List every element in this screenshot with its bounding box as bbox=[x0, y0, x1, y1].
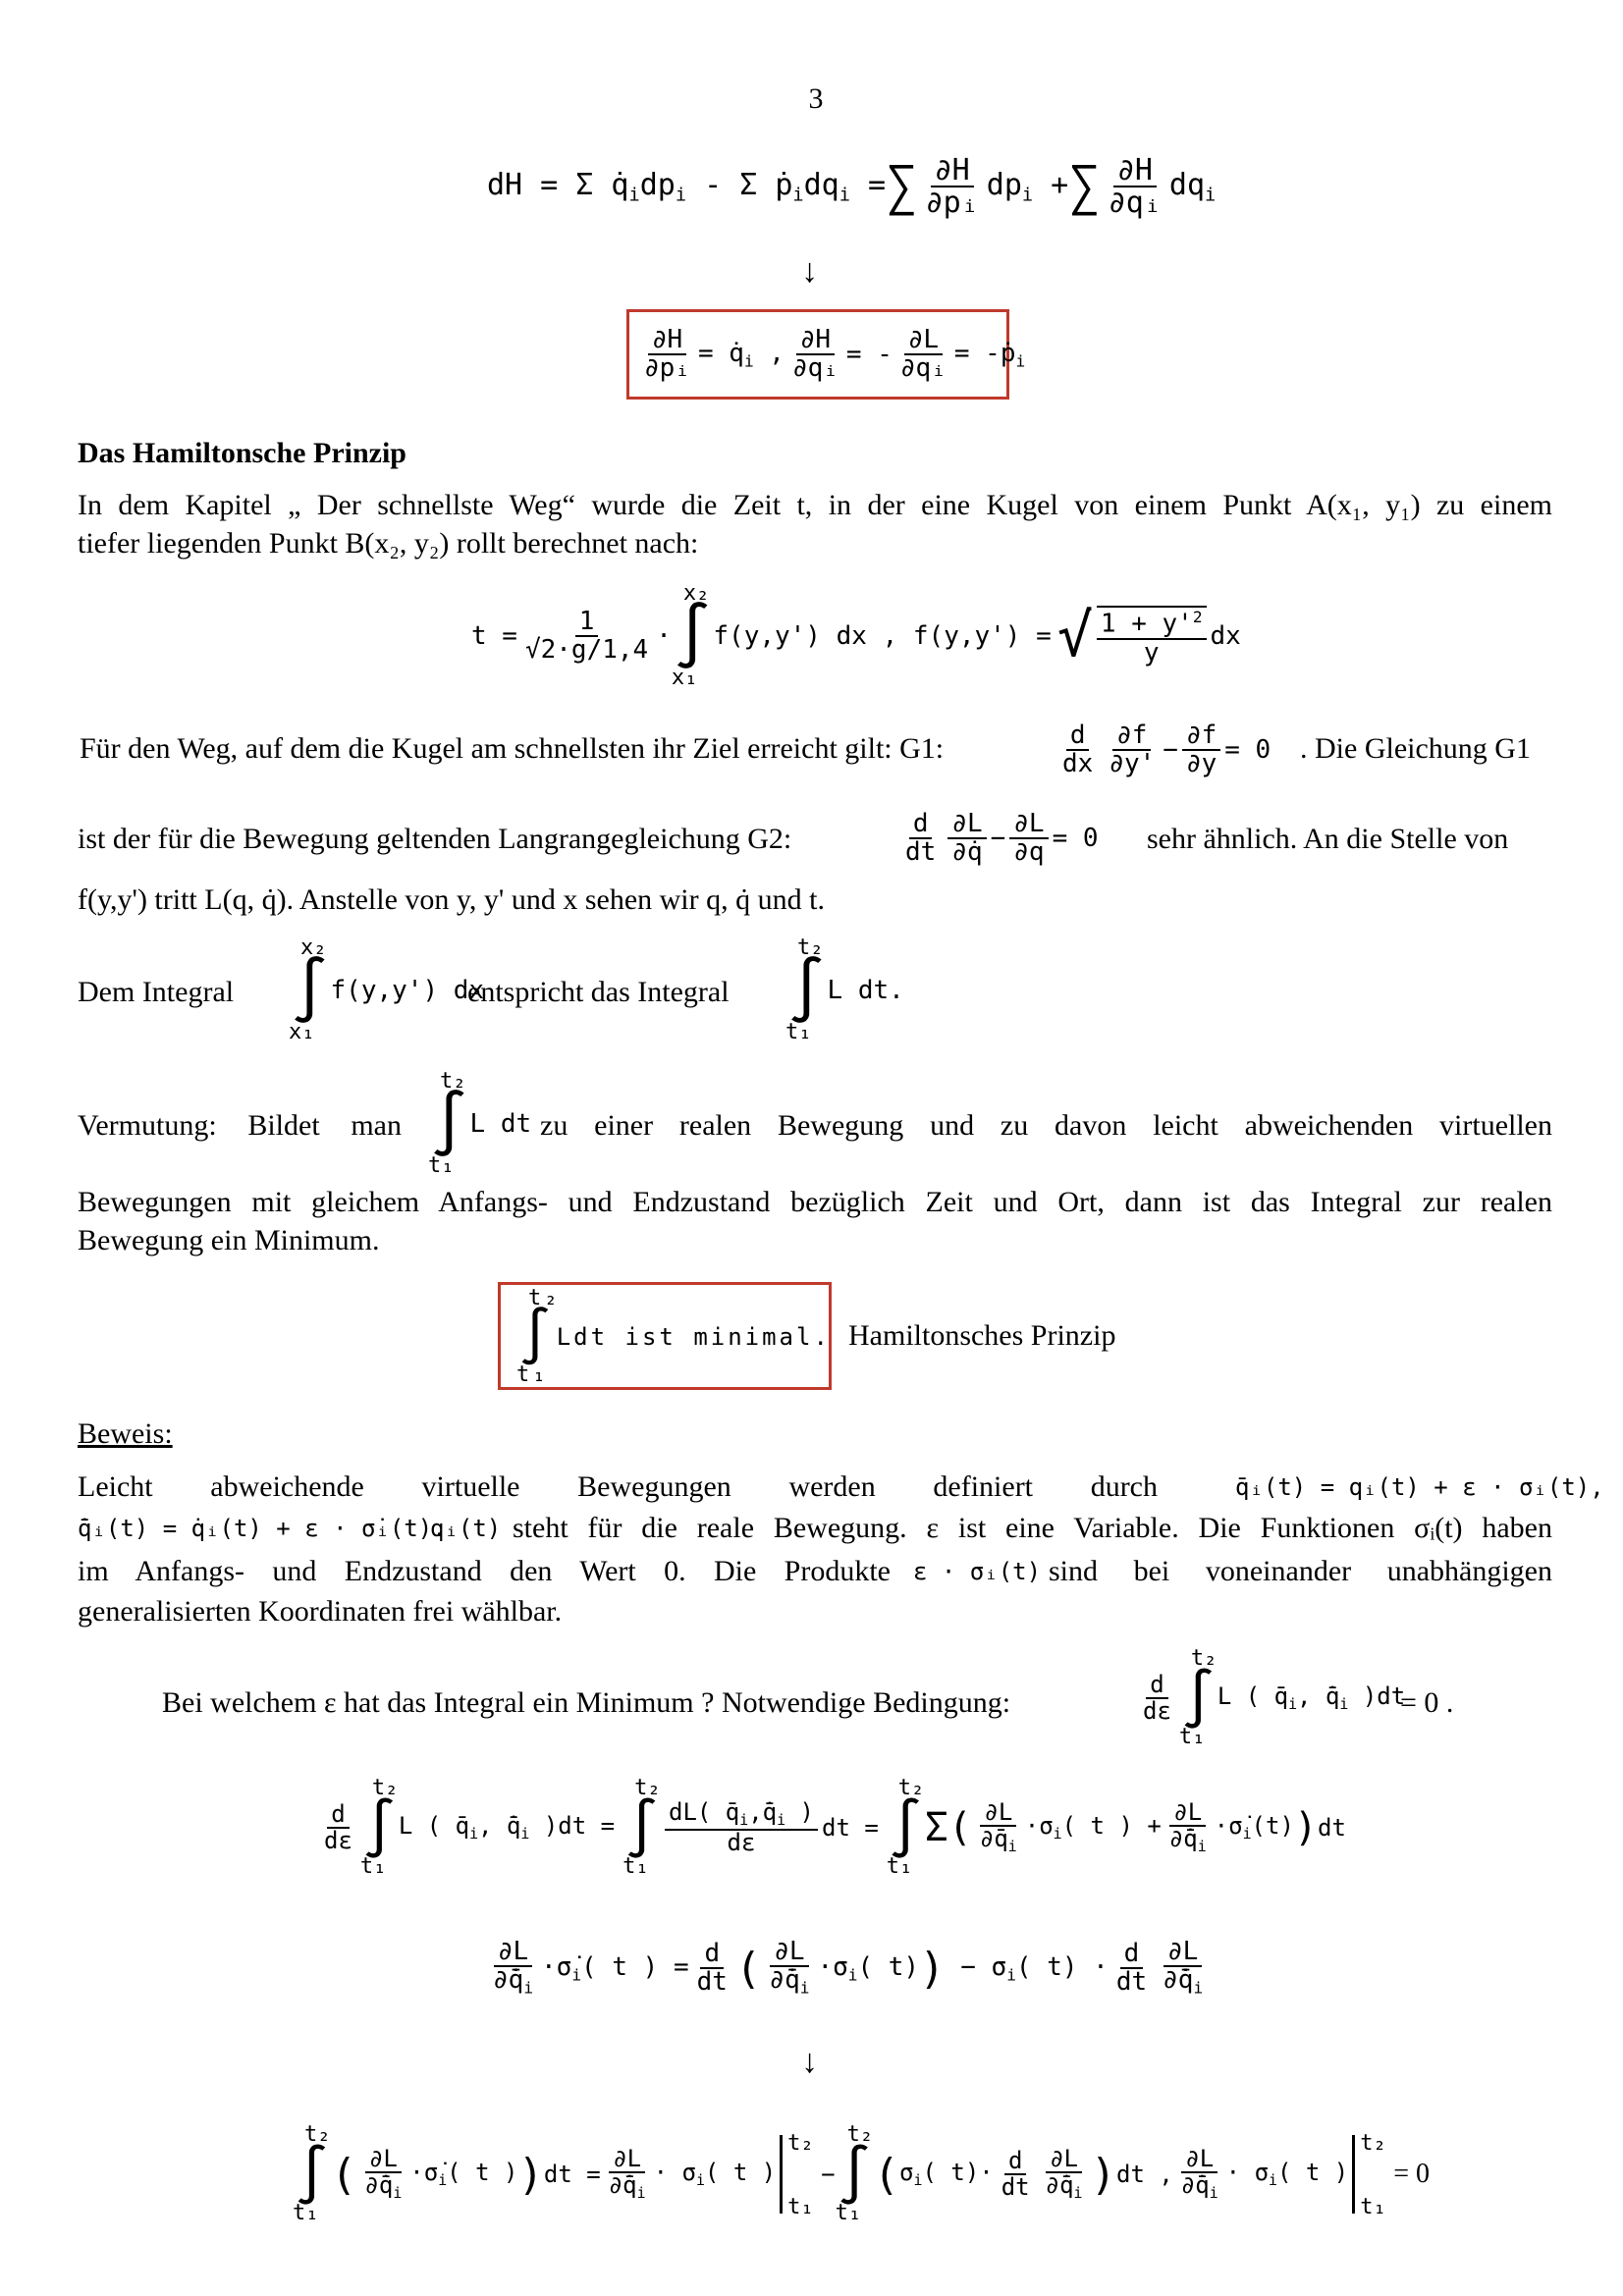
integral-L-dt-vermutung: ∫ t₂ t₁ L dt bbox=[428, 1069, 532, 1178]
equation-g2: $\frac{d}{dt}$ $\frac{\partial L}{\partial q̇}$ − $\frac{\partial L}{\partial q}$ = 0 bbox=[905, 808, 1099, 867]
paragraph-5-line-3a: im Anfangs- und Endzustand den Wert 0. Die Produkte bbox=[78, 1555, 891, 1587]
paragraph-5-virtual-eq: q̄ᵢ(t) = qᵢ(t) + ε · σᵢ(t), bbox=[1235, 1473, 1604, 1501]
equation-derivative-chain: $\frac{d}{d\varepsilon}$ ∫ t₂ t₁ L ( $q̄_i$, $q̄̇_i$ )dt = ∫ t₂ t₁ $\frac{dL( q̄_i,q̄̇_i )}{d\varepsilon}$ dt = ∫ t₂ t₁ Σ( $\frac{\partial L}{\partial q̄_i}$ $\cdot\sigma_i$( t ) + $\frac{\partial L}{\partial q̄̇_i}$ $\cdot\sigmȧ_i(t)$ ) dt bbox=[324, 1776, 1346, 1879]
equation-product-rule: $\frac{\partial L}{\partial q̄̇_i}$ $\cdot\sigmȧ_i$( t ) = $\frac{d}{dt}$ ( $\frac{\partial L}{\partial q̄̇_i}$ $\cdot\sigma_i$( t) ) − $\sigma_i$( t) · $\frac{d}{dt}$ $\frac{\partial L}{\partial q̄̇_i}$ bbox=[493, 1937, 1204, 1998]
equation-time-integral: t = $\frac{1}{√2\cdot g/1,4}$ · ∫ x₂ x₁ f(y,y') dx , f(y,y') = √ $\frac{1 + y'^2}{y}$ dx bbox=[471, 581, 1241, 690]
paragraph-1-line-2: tiefer liegenden Punkt B(x₂, y₂) rollt berechnet nach: bbox=[78, 527, 699, 560]
equation-hamilton: $\frac{\partial H}{\text{∂pᵢ}}$ = $q̇_i$ , $\frac{\partial H}{\text{∂qᵢ}}$ = - $\frac{\partial L}{\text{∂qᵢ}}$ = -ṗ$_i$ bbox=[644, 324, 1026, 383]
integral-L-dt: ∫ t₂ t₁ L dt . bbox=[785, 935, 904, 1044]
paragraph-2-g2-after: sehr ähnlich. An die Stelle von bbox=[1147, 823, 1509, 855]
paragraph-2-g1-text: Für den Weg, auf dem die Kugel am schnellsten ihr Ziel erreicht gilt: G1: bbox=[80, 732, 945, 765]
equation-partial-integration: ∫ t₂ t₁ ( $\frac{\partial L}{\partial q̄̇_i}$ $\cdot\sigmȧ_i$( t ) ) dt = $\frac{\partial L}{\partial q̄̇_i}$ · $\sigma_i$( t ) t₂ t₁ − ∫ t₂ t₁ ( $\sigma_i$( t)· $\frac{d}{dt}$ $\frac{\partial L}{\partial q̄̇_i}$ ) dt , $\frac{\partial L}{\partial q̄̇_i}$ · $\sigma_i$( t ) t₂ t₁ = 0 bbox=[293, 2122, 1431, 2225]
paragraph-4-line-2: Bewegungen mit gleichem Anfangs- und Endzustand bezüglich Zeit und Ort, dann ist das Integral zur realen bbox=[78, 1186, 1552, 1218]
section-heading: Das Hamiltonsche Prinzip bbox=[78, 437, 406, 469]
page-number: 3 bbox=[808, 82, 824, 115]
arrow-down-1: ↓ bbox=[801, 253, 818, 290]
paragraph-5-line-1: Leicht abweichende virtuelle Bewegungen werden definiert durch bbox=[78, 1470, 1158, 1503]
principle-name: Hamiltonsches Prinzip bbox=[848, 1319, 1116, 1352]
integral-f-dx: ∫ x₂ x₁ f(y,y') dx bbox=[289, 935, 485, 1044]
paragraph-5-line-2: steht für die reale Bewegung. ε ist eine Variable. Die Funktionen σᵢ(t) haben bbox=[513, 1512, 1552, 1544]
paragraph-4-rest: zu einer realen Bewegung und zu davon leicht abweichenden virtuellen bbox=[540, 1109, 1552, 1142]
equation-dH: dH = Σ $q̇_idp_i$ - Σ $ṗ_idq_i$ = ∑ $\frac{\partial H}{\text{∂pᵢ}}$ $dp_i$ + ∑ $\frac{\partial H}{\text{∂qᵢ}}$ $dq_i$ bbox=[487, 152, 1217, 220]
paragraph-4-start: Vermutung: Bildet man bbox=[78, 1109, 402, 1142]
paragraph-2-g1-after: . Die Gleichung G1 bbox=[1300, 732, 1531, 765]
paragraph-5-virtual-deriv-eq: q̄̇ᵢ(t) = q̇ᵢ(t) + ε · σ̇ᵢ(t). bbox=[78, 1515, 447, 1542]
paragraph-6-end: = 0 . bbox=[1400, 1686, 1454, 1719]
paragraph-5-product: ε · σᵢ(t) bbox=[913, 1558, 1042, 1585]
equation-g1: $\frac{d}{dx}$ $\frac{\partial f}{\partial y'}$ − $\frac{\partial f}{\partial y}$ = 0 bbox=[1062, 720, 1271, 778]
paragraph-5-real-motion: qᵢ(t) bbox=[430, 1515, 502, 1542]
paragraph-4-line-3: Bewegung ein Minimum. bbox=[78, 1224, 380, 1256]
paragraph-5-line-4: generalisierten Koordinaten frei wählbar. bbox=[78, 1595, 563, 1628]
paragraph-1-line-1: In dem Kapitel „ Der schnellste Weg“ wurde die Zeit t, in der eine Kugel von einem Punkt A(x₁, y₁) zu einem bbox=[78, 489, 1552, 521]
paragraph-2-g2-text: ist der für die Bewegung geltenden Langrangegleichung G2: bbox=[78, 823, 792, 855]
proof-label: Beweis: bbox=[78, 1417, 173, 1450]
paragraph-3-label: Dem Integral bbox=[78, 976, 235, 1008]
paragraph-3-middle: entspricht das Integral bbox=[467, 976, 730, 1008]
equation-minimal: ∫ t₂ t₁ Ldt ist minimal. bbox=[516, 1286, 831, 1387]
paragraph-5-line-3b: sind bei voneinander unabhängigen bbox=[1049, 1555, 1552, 1587]
arrow-down-2: ↓ bbox=[801, 2044, 818, 2080]
paragraph-2-line-3: f(y,y') tritt L(q, q̇). Anstelle von y, y' und x sehen wir q, q̇ und t. bbox=[78, 883, 825, 916]
paragraph-6-text: Bei welchem ε hat das Integral ein Minimum ? Notwendige Bedingung: bbox=[162, 1686, 1011, 1719]
equation-necessary-condition: $\frac{d}{d\varepsilon}$ ∫ t₂ t₁ L ( $q̄_i$, $q̄̇_i$ )dt bbox=[1143, 1646, 1406, 1749]
